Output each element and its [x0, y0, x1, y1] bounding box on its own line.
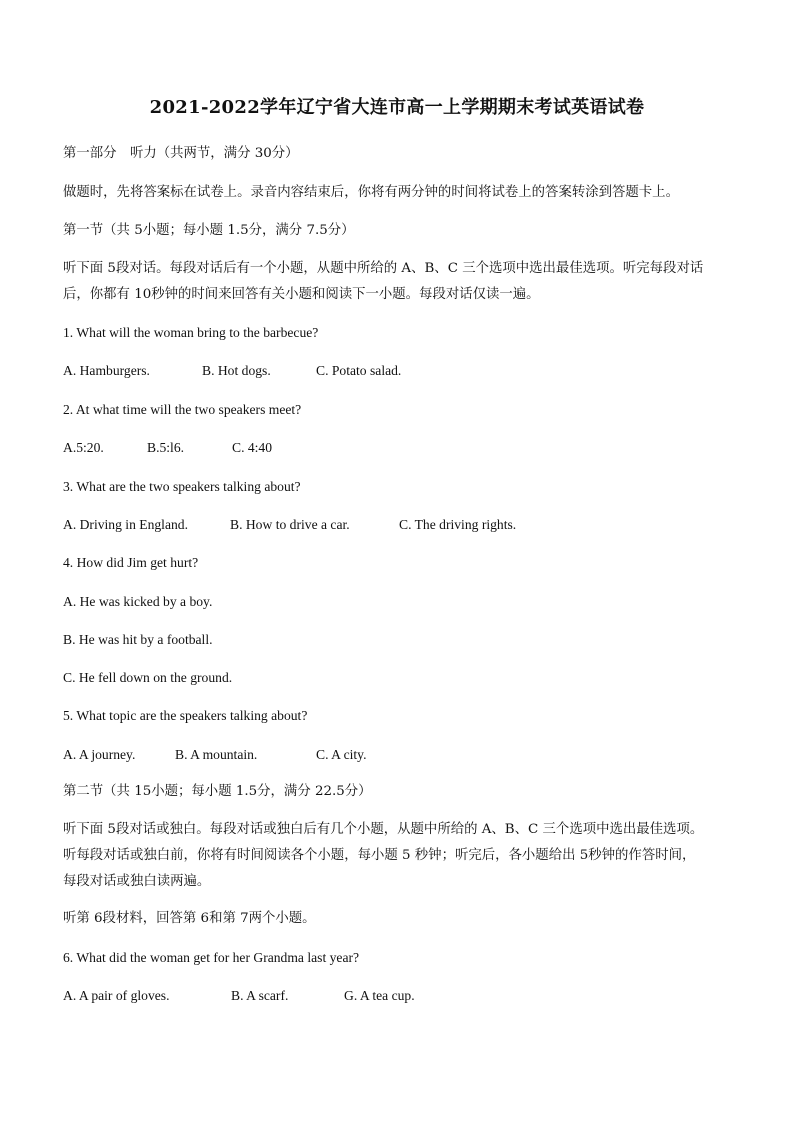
question-6-option-c: G. A tea cup. [344, 988, 415, 1003]
section2-instruction-line3: 每段对话或独白读两遍。 [63, 874, 211, 889]
question-2-options [63, 436, 739, 460]
question-1-option-b: B. Hot dogs. [202, 363, 271, 378]
question-1-options [63, 359, 739, 383]
question-5-option-a: A. A journey. [63, 747, 136, 762]
question-2-option-b: B.5:l6. [147, 440, 185, 455]
question-6-options [63, 984, 739, 1008]
part1-instruction: 做题时，先将答案标在试卷上。录音内容结束后，你将有两分钟的时间将试卷上的答案转涂到答题卡上。 [63, 185, 679, 200]
question-1-option-c: C. Potato salad. [316, 363, 402, 378]
question-1-option-a: A. Hamburgers. [63, 363, 150, 378]
question-3-option-b: B. How to drive a car. [230, 517, 350, 532]
section1-instruction-line2: 后，你都有 10秒钟的时间来回答有关小题和阅读下一小题。每段对话仅读一遍。 [63, 287, 540, 302]
question-6-option-b: B. A scarf. [231, 988, 289, 1003]
question-2-option-c: C. 4:40 [232, 440, 273, 455]
question-5-stem: 5. What topic are the speakers talking about? [63, 708, 308, 723]
question-6-stem: 6. What did the woman get for her Grandma last year? [63, 950, 360, 965]
question-5-options [63, 743, 739, 767]
question-2-stem: 2. At what time will the two speakers meet? [63, 402, 302, 417]
question-5-option-c: C. A city. [316, 747, 367, 762]
question-2-option-a: A.5:20. [63, 440, 104, 455]
question-4-option-b: B. He was hit by a football. [63, 632, 213, 647]
section1-instruction-line1: 听下面 5段对话。每段对话后有一个小题，从题中所给的 A、B、C 三个选项中选出最佳选项。听完每段对话 [63, 261, 704, 276]
question-1-stem: 1. What will the woman bring to the barbecue? [63, 325, 319, 340]
question-3-stem: 3. What are the two speakers talking about? [63, 479, 301, 494]
material-note: 听第 6段材料，回答第 6和第 7两个小题。 [63, 911, 316, 926]
section2-heading: 第二节（共 15小题；每小题 1.5分，满分 22.5分） [63, 784, 372, 799]
page-title: 2021-2022学年辽宁省大连市高一上学期期末考试英语试卷 [149, 97, 645, 118]
question-3-options [63, 513, 739, 537]
part1-heading: 第一部分 听力（共两节，满分 30分） [63, 146, 299, 161]
section2-instruction-line1: 听下面 5段对话或独白。每段对话或独白后有几个小题，从题中所给的 A、B、C 三个选项中选出最佳选项。 [63, 822, 704, 837]
question-4-option-c: C. He fell down on the ground. [63, 670, 233, 685]
question-3-option-a: A. Driving in England. [63, 517, 188, 532]
question-6-option-a: A. A pair of gloves. [63, 988, 170, 1003]
section2-instruction-line2: 听每段对话或独白前，你将有时间阅读各个小题，每小题 5 秒钟；听完后，各小题给出 5秒钟的作答时间， [63, 848, 696, 863]
question-3-option-c: C. The driving rights. [399, 517, 517, 532]
question-4-stem: 4. How did Jim get hurt? [63, 555, 199, 570]
question-4-option-a: A. He was kicked by a boy. [63, 594, 213, 609]
question-5-option-b: B. A mountain. [175, 747, 258, 762]
section1-heading: 第一节（共 5小题；每小题 1.5分，满分 7.5分） [63, 223, 355, 238]
